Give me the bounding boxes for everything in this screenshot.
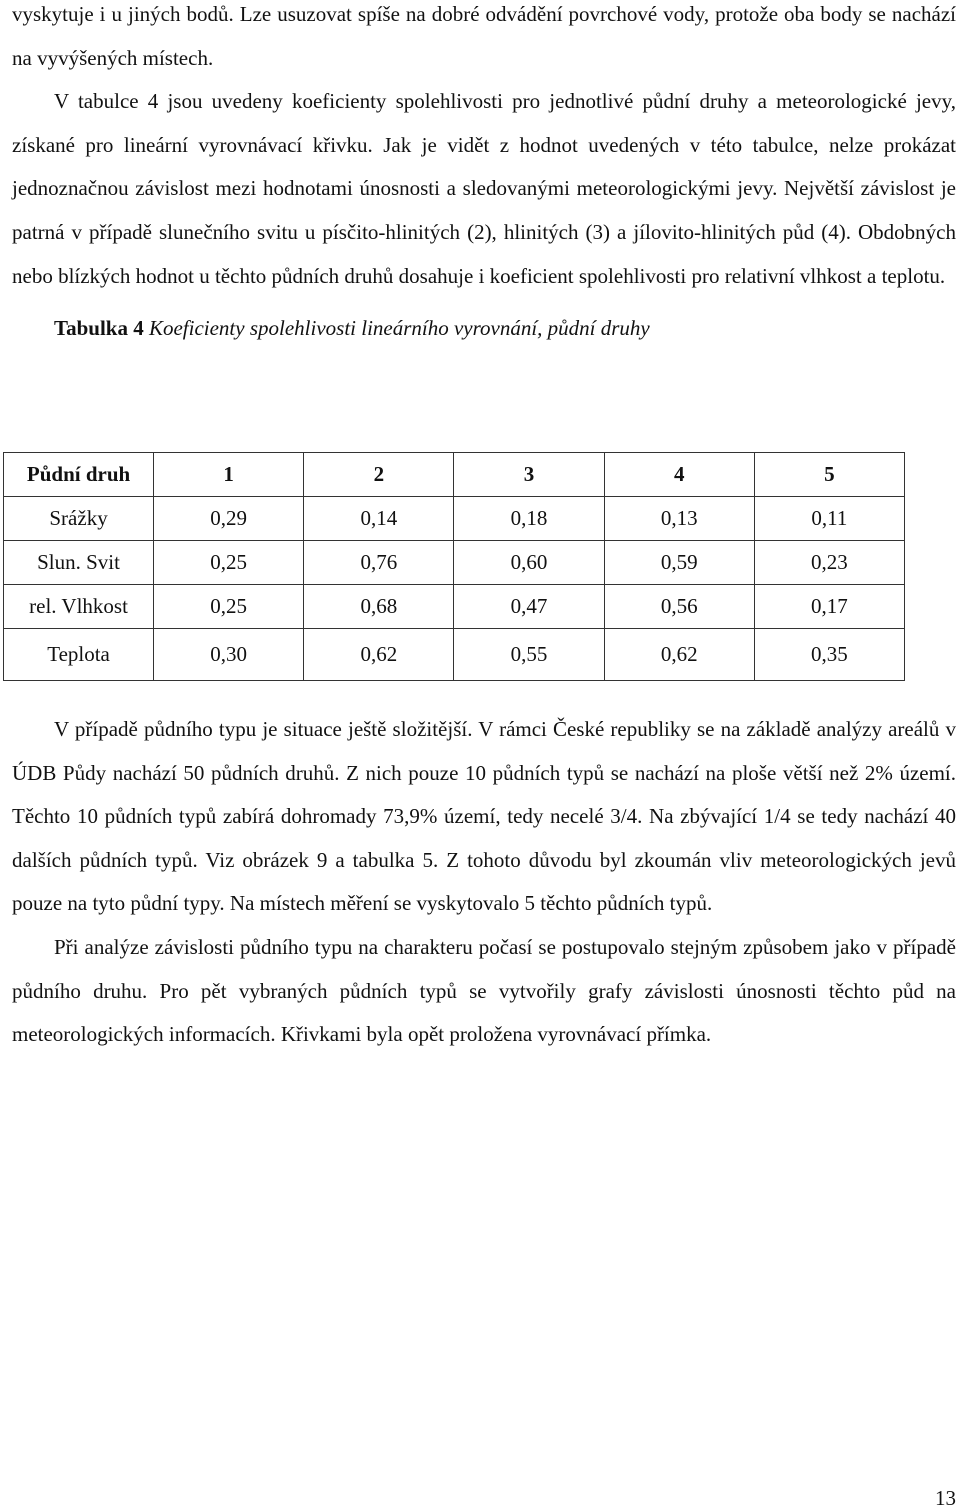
paragraph: vyskytuje i u jiných bodů. Lze usuzovat spíše na dobré odvádění povrchové vody, protože oba body se nachází na vyvýšených místech. bbox=[12, 2, 956, 70]
column-header: 2 bbox=[304, 453, 454, 497]
table-row bbox=[4, 497, 905, 541]
page-number: 13 bbox=[935, 1486, 956, 1510]
table-cell: 0,11 bbox=[754, 497, 904, 541]
table-cell: 0,55 bbox=[454, 629, 604, 681]
table-cell: 0,60 bbox=[454, 541, 604, 585]
paragraph: V tabulce 4 jsou uvedeny koeficienty spolehlivosti pro jednotlivé půdní druhy a meteorologické jevy, získané pro lineární vyrovnávací křivku. Jak je vidět z hodnot uvedených v této tabulce, nelze prokázat jednoznačnou závislost mezi hodnotami únosnosti a sledovanými meteorologickými jevy. Největší závislost je patrná v případě slunečního svitu u písčito-hlinitých (2), hlinitých (3) a jílovito-hlinitých půd (4). Obdobných nebo blízkých hodnot u těchto půdních druhů dosahuje i koeficient spolehlivosti pro relativní vlhkost a teplotu. bbox=[12, 89, 956, 288]
table-cell: 0,47 bbox=[454, 585, 604, 629]
table-caption-text: Koeficienty spolehlivosti lineárního vyrovnání, půdní druhy bbox=[148, 316, 650, 341]
column-header: 4 bbox=[604, 453, 754, 497]
table-row bbox=[4, 585, 905, 629]
table-cell: 0,23 bbox=[754, 541, 904, 585]
text-block-bottom bbox=[12, 708, 956, 1057]
table-cell: 0,35 bbox=[754, 629, 904, 681]
table-cell: 0,59 bbox=[604, 541, 754, 585]
row-label: Teplota bbox=[4, 629, 154, 681]
table-cell: 0,18 bbox=[454, 497, 604, 541]
table-caption-label: Tabulka 4 bbox=[54, 316, 144, 341]
paragraph: V případě půdního typu je situace ještě složitější. V rámci České republiky se na základě analýzy areálů v ÚDB Půdy nachází 50 půdních druhů. Z nich pouze 10 půdních typů se nachází na ploše větší než 2% území. Těchto 10 půdních typů zabírá dohromady 73,9% území, tedy necelé 3/4. Na zbývající 1/4 se tedy nachází 40 dalších půdních typů. Viz obrázek 9 a tabulka 5. Z tohoto důvodu byl zkoumán vliv meteorologických jevů pouze na tyto půdní typy. Na místech měření se vyskytovalo 5 těchto půdních typů. bbox=[12, 717, 956, 916]
table-cell: 0,76 bbox=[304, 541, 454, 585]
column-header: 3 bbox=[454, 453, 604, 497]
table-cell: 0,14 bbox=[304, 497, 454, 541]
table-caption bbox=[54, 313, 956, 343]
table-cell: 0,30 bbox=[154, 629, 304, 681]
row-label: rel. Vlhkost bbox=[4, 585, 154, 629]
table-cell: 0,25 bbox=[154, 585, 304, 629]
table-row bbox=[4, 629, 905, 681]
paragraph: Při analýze závislosti půdního typu na charakteru počasí se postupovalo stejným způsobem jako v případě půdního druhu. Pro pět vybraných půdních typů se vytvořily grafy závislosti únosnosti těchto půd na meteorologických informacích. Křivkami byla opět proložena vyrovnávací přímka. bbox=[12, 934, 956, 1047]
column-header: Půdní druh bbox=[4, 453, 154, 497]
text-block-top bbox=[12, 0, 956, 343]
table-cell: 0,29 bbox=[154, 497, 304, 541]
column-header: 1 bbox=[154, 453, 304, 497]
table-cell: 0,56 bbox=[604, 585, 754, 629]
row-label: Srážky bbox=[4, 497, 154, 541]
row-label: Slun. Svit bbox=[4, 541, 154, 585]
table-row bbox=[4, 541, 905, 585]
table-cell: 0,25 bbox=[154, 541, 304, 585]
reliability-coefficients-table bbox=[3, 452, 905, 681]
table-header-row bbox=[4, 453, 905, 497]
table-cell: 0,68 bbox=[304, 585, 454, 629]
table-cell: 0,13 bbox=[604, 497, 754, 541]
column-header: 5 bbox=[754, 453, 904, 497]
table-cell: 0,62 bbox=[604, 629, 754, 681]
table-cell: 0,62 bbox=[304, 629, 454, 681]
table-cell: 0,17 bbox=[754, 585, 904, 629]
